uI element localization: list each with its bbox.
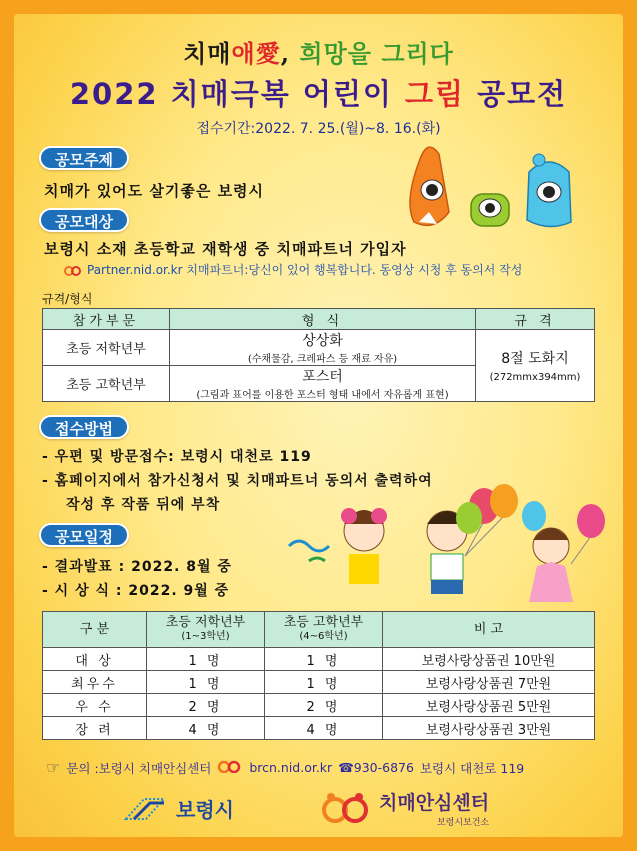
page-title: 2022 치매극복 어린이 그림 공모전: [69, 77, 568, 111]
spec-format-high-title: 포스터: [302, 369, 343, 385]
spec-division-low: 초등 저학년부: [43, 330, 170, 366]
theme-text: 치매가 있어도 살기좋은 보령시: [44, 182, 265, 200]
theme-section-label: 공모주제: [39, 146, 129, 170]
award-header-note: 비 고: [383, 612, 595, 648]
spec-size: [476, 330, 595, 402]
award-low-count: 1 명: [147, 648, 265, 671]
award-header-low: [147, 612, 265, 648]
spec-format-high-note: (그림과 표어를 이용한 포스터 형태 내에서 자유롭게 표현): [196, 390, 449, 401]
spec-size-note: (272mmx394mm): [489, 372, 581, 383]
award-prize: 보령사랑상품권 3만원: [383, 717, 595, 740]
award-prize: 보령사랑상품권 7만원: [383, 671, 595, 694]
award-header-low-title: 초등 저학년부: [165, 614, 246, 630]
table-row: [43, 717, 595, 740]
spec-size-title: 8절 도화지: [501, 351, 569, 367]
award-header-low-sub: (1~3학년): [181, 630, 230, 642]
table-row: [43, 671, 595, 694]
award-header-high: [265, 612, 383, 648]
award-header-grade: 구 분: [43, 612, 147, 648]
partner-info-text: Partner.nid.or.kr 치매파트너:당신이 있어 행복합니다. 동영상 시청 후 동의서 작성: [87, 263, 523, 277]
spec-header-division: 참가부문: [43, 309, 170, 330]
method-line-3: 작성 후 작품 뒤에 부착: [66, 497, 221, 513]
award-low-count: 2 명: [147, 694, 265, 717]
spec-header-size: 규 격: [476, 309, 595, 330]
award-grade: 우 수: [43, 694, 147, 717]
boryeong-logo-text: 보령시: [176, 798, 234, 822]
contact-info: [46, 758, 524, 777]
award-high-count: 1 명: [265, 648, 383, 671]
schedule-line-1: - 결과발표 : 2022. 8월 중: [42, 559, 232, 575]
boryeong-logo: [124, 794, 234, 823]
contact-inquiry: 문의 :보령시 치매안심센터: [66, 760, 212, 776]
method-section-label: 접수방법: [39, 415, 129, 439]
spec-header-format: 형 식: [170, 309, 476, 330]
award-prize: 보령사랑상품권 5만원: [383, 694, 595, 717]
spec-division-high: 초등 고학년부: [43, 366, 170, 402]
mascot-characters: [399, 142, 579, 237]
contact-phone: ☎930-6876: [338, 760, 414, 775]
table-row: [43, 694, 595, 717]
dementia-center-logo: [319, 788, 489, 828]
table-row: [43, 648, 595, 671]
contact-address: 보령시 대천로 119: [419, 760, 525, 776]
dementia-center-name: 치매안심센터: [379, 792, 490, 814]
award-low-count: 1 명: [147, 671, 265, 694]
method-line-2: - 홈페이지에서 참가신청서 및 치매파트너 동의서 출력하여: [42, 473, 433, 489]
partner-logo-icon: [64, 264, 82, 276]
contact-site[interactable]: brcn.nid.or.kr: [249, 760, 333, 775]
pointing-hand-icon: ☞: [46, 758, 61, 777]
spec-format-low: [170, 330, 476, 366]
target-text: 보령시 소재 초등학교 재학생 중 치매파트너 가입자: [44, 240, 407, 258]
spec-format-high: [170, 366, 476, 402]
children-balloons-illustration: [279, 476, 614, 606]
submission-period: 접수기간:2022. 7. 25.(월)~8. 16.(화): [196, 121, 441, 137]
poster: [14, 14, 623, 837]
boryeong-emblem-icon: [124, 795, 168, 823]
award-high-count: 4 명: [265, 717, 383, 740]
schedule-section-label: 공모일정: [39, 523, 129, 547]
partner-logo-icon: [217, 759, 243, 776]
spec-table: [42, 308, 595, 402]
award-header-high-sub: (4~6학년): [299, 630, 348, 642]
dementia-center-emblem-icon: [319, 792, 371, 824]
spec-label: 규격/형식: [42, 292, 93, 306]
spec-format-low-note: (수채물감, 크레파스 등 재료 자유): [247, 354, 398, 365]
award-header-high-title: 초등 고학년부: [283, 614, 364, 630]
award-grade: 대 상: [43, 648, 147, 671]
slogan: 치매애愛, 희망을 그리다: [183, 39, 454, 68]
partner-info: [64, 261, 522, 278]
award-table: [42, 611, 595, 740]
dementia-center-sub: 보령시보건소: [436, 818, 490, 828]
spec-format-low-title: 상상화: [302, 333, 343, 349]
award-grade: 장 려: [43, 717, 147, 740]
award-grade: 최우수: [43, 671, 147, 694]
award-high-count: 1 명: [265, 671, 383, 694]
award-prize: 보령사랑상품권 10만원: [383, 648, 595, 671]
schedule-line-2: - 시 상 식 : 2022. 9월 중: [42, 583, 230, 599]
method-line-1: - 우편 및 방문접수: 보령시 대천로 119: [42, 449, 312, 465]
award-high-count: 2 명: [265, 694, 383, 717]
target-section-label: 공모대상: [39, 208, 129, 232]
award-low-count: 4 명: [147, 717, 265, 740]
